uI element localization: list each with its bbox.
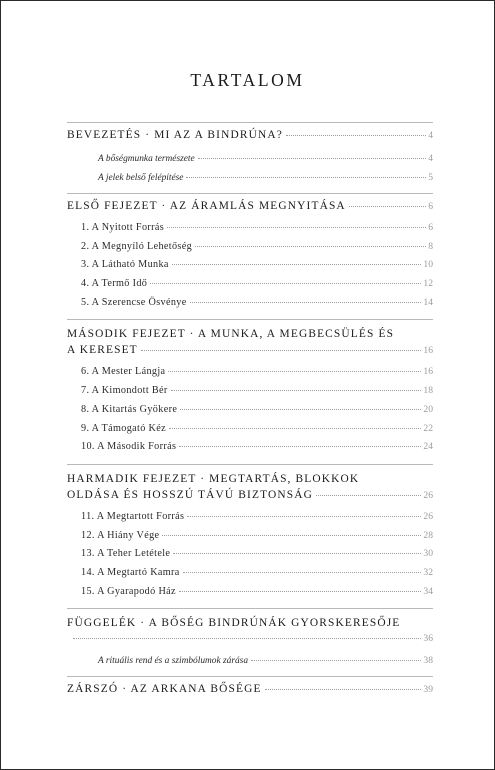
section-label: A rituális rend és a szimbólumok zárása	[98, 656, 249, 667]
subentry-label: 4. A Termő Idő	[81, 278, 148, 290]
dot-leader	[141, 350, 422, 351]
toc-section[interactable]	[67, 153, 433, 166]
toc-subentry[interactable]	[67, 278, 433, 293]
toc-subentry[interactable]	[67, 259, 433, 274]
subentry-label: 15. A Gyarapodó Ház	[81, 585, 176, 597]
page-number: 4	[428, 130, 433, 141]
subentry-label: 8. A Kitartás Gyökere	[81, 403, 178, 415]
toc-entry-bevezetes[interactable]	[67, 129, 433, 147]
dot-leader	[195, 246, 426, 247]
toc-subentry[interactable]	[67, 297, 433, 312]
chapter-label: ZÁRSZÓ · AZ ARKANA BŐSÉGE	[67, 683, 262, 696]
toc-subentry[interactable]	[67, 511, 433, 526]
dot-leader	[180, 409, 421, 410]
page-number: 6	[428, 201, 433, 212]
toc-subentry[interactable]	[67, 222, 433, 237]
subentry-label: 11. A Megtartott Forrás	[81, 510, 185, 522]
subentry-label: 10. A Második Forrás	[81, 441, 177, 453]
page-number: 34	[423, 585, 433, 597]
dot-leader	[349, 206, 426, 207]
table-of-contents	[67, 122, 433, 701]
dot-leader	[186, 177, 426, 178]
toc-subentry[interactable]	[67, 385, 433, 400]
page-number: 10	[423, 259, 433, 271]
dot-leader	[265, 689, 422, 690]
subentry-label: 9. A Támogató Kéz	[81, 422, 166, 434]
page-number: 22	[423, 422, 433, 434]
subentry-label: 14. A Megtartó Kamra	[81, 566, 180, 578]
toc-entry-harmadik-fejezet[interactable]	[67, 489, 433, 507]
toc-entry-fuggelek[interactable]: FÜGGELÉK · A BŐSÉG BINDRÚNÁK GYORSKERESŐJE	[67, 617, 401, 630]
dot-leader	[169, 428, 421, 429]
dot-leader	[150, 283, 421, 284]
subentry-label: 2. A Megnyíló Lehetőség	[81, 240, 193, 252]
subentry-label: 7. A Kimondott Bér	[81, 385, 168, 397]
toc-entry-elso-fejezet[interactable]	[67, 200, 433, 218]
toc-subentry[interactable]	[67, 366, 433, 381]
dot-leader	[316, 495, 421, 496]
toc-subentry[interactable]	[67, 404, 433, 419]
page-number: 14	[423, 296, 433, 308]
dot-leader	[172, 264, 422, 265]
dot-leader	[162, 535, 421, 536]
page-number: 39	[423, 684, 433, 696]
page-number: 4	[428, 153, 433, 164]
page-number: 20	[423, 403, 433, 415]
chapter-label: ELSŐ FEJEZET · AZ ÁRAMLÁS MEGNYITÁSA	[67, 200, 346, 212]
toc-subentry[interactable]	[67, 423, 433, 438]
divider	[67, 319, 433, 320]
page-number: 26	[423, 489, 433, 501]
subentry-label: 3. A Látható Munka	[81, 259, 169, 271]
toc-subentry[interactable]	[67, 530, 433, 545]
dot-leader	[190, 302, 422, 303]
page-number: 18	[423, 385, 433, 397]
dot-leader	[171, 390, 422, 391]
subentry-label: 12. A Hiány Vége	[81, 529, 160, 541]
dot-leader	[198, 158, 427, 159]
toc-subentry[interactable]	[67, 548, 433, 563]
chapter-label: BEVEZETÉS · MI AZ A BINDRÚNA?	[67, 129, 283, 141]
page-number: 38	[423, 655, 433, 667]
chapter-label-line-2: A KERESET	[67, 344, 138, 357]
page-number: 24	[423, 441, 433, 453]
dot-leader	[167, 227, 426, 228]
toc-entry-zarszo[interactable]	[67, 683, 433, 701]
toc-subentry[interactable]	[67, 241, 433, 256]
toc-title: TARTALOM	[190, 70, 305, 90]
page-number: 32	[423, 566, 433, 578]
divider	[67, 122, 433, 123]
toc-subentry[interactable]	[67, 441, 433, 456]
dot-leader	[168, 371, 421, 372]
page-number: 26	[423, 510, 433, 522]
chapter-label-line-1[interactable]: HARMADIK FEJEZET · MEGTARTÁS, BLOKKOK	[67, 472, 360, 485]
subentry-label: 13. A Teher Letétele	[81, 548, 171, 560]
page-number: 30	[423, 548, 433, 560]
page-number: 36	[423, 633, 433, 645]
page-number: 8	[428, 240, 433, 252]
dot-leader	[251, 660, 421, 661]
toc-entry-masodik-fejezet[interactable]	[67, 344, 433, 362]
subentry-label: 5. A Szerencse Ösvénye	[81, 296, 187, 308]
subentry-label: 6. A Mester Lángja	[81, 366, 166, 378]
page-number: 6	[428, 222, 433, 233]
dot-leader	[179, 446, 421, 447]
toc-entry-fuggelek-page[interactable]	[67, 633, 433, 651]
section-label: A bőségmunka természete	[98, 154, 195, 164]
page-number: 12	[423, 278, 433, 290]
chapter-label-line-2: OLDÁSA ÉS HOSSZÚ TÁVÚ BIZTONSÁG	[67, 488, 313, 501]
dot-leader	[73, 638, 421, 639]
dot-leader	[286, 135, 426, 136]
page-number: 5	[428, 172, 433, 183]
toc-subentry[interactable]	[67, 567, 433, 582]
dot-leader	[183, 572, 422, 573]
divider	[67, 464, 433, 465]
toc-subentry[interactable]	[67, 586, 433, 601]
toc-section[interactable]	[67, 655, 433, 668]
dot-leader	[173, 553, 421, 554]
page-number: 16	[423, 345, 433, 357]
section-label: A jelek belső felépítése	[98, 173, 184, 183]
dot-leader	[187, 516, 421, 517]
page-number: 28	[423, 529, 433, 541]
page-number: 16	[423, 366, 433, 378]
toc-section[interactable]	[67, 172, 433, 185]
subentry-label: 1. A Nyitott Forrás	[81, 222, 165, 233]
divider	[67, 193, 433, 194]
chapter-label-line-1[interactable]: MÁSODIK FEJEZET · A MUNKA, A MEGBECSÜLÉS ÉS	[67, 328, 395, 341]
dot-leader	[179, 591, 421, 592]
divider	[67, 608, 433, 609]
divider	[67, 676, 433, 677]
